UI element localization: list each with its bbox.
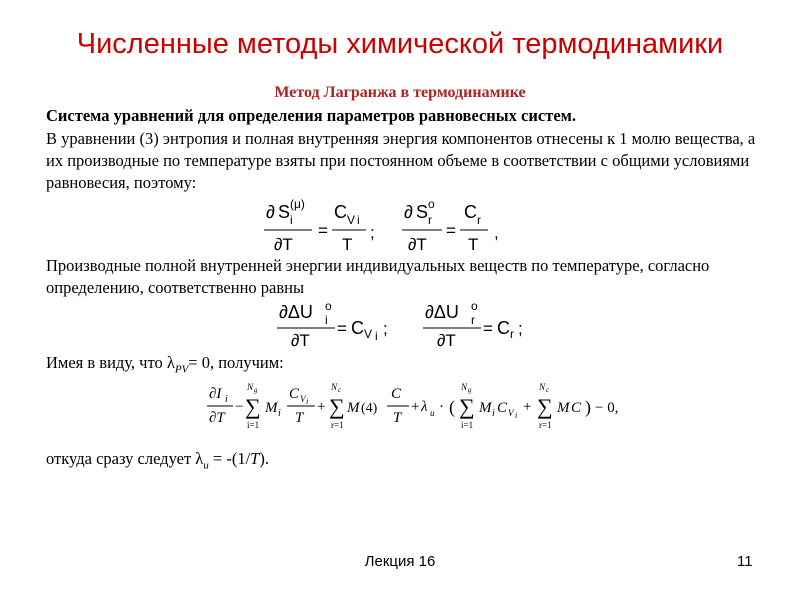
conclusion-prefix: откуда сразу следует λ <box>46 449 204 468</box>
svg-text:∂T: ∂T <box>291 331 310 350</box>
sum-r-2 <box>537 382 553 430</box>
subscript-i-4: i <box>515 411 518 420</box>
plus-sign-3: + <box>523 399 532 415</box>
subscript-V-2: V <box>508 408 514 418</box>
svg-text:∂ΔU: ∂ΔU <box>425 302 459 322</box>
symbol-lambda: λ <box>421 399 428 415</box>
symbol-C-2: C <box>497 318 510 338</box>
fraction-Cr-over-T <box>387 386 409 426</box>
svg-text:T: T <box>342 235 353 254</box>
svg-text:∑: ∑ <box>329 394 345 419</box>
footer-lecture: Лекция 16 <box>364 553 436 570</box>
equation-label-4: (4) <box>361 401 378 416</box>
paragraph-internal-energy: Производные полной внутренней энергии индивидуальных веществ по температуре, согласно определению, соответственно равны <box>46 256 710 297</box>
svg-text:i: i <box>306 397 309 406</box>
close-paren: ) <box>585 397 591 417</box>
lambda-pv-subscript: PV <box>174 363 189 376</box>
paragraph-lambda-pv <box>46 352 766 380</box>
svg-text:g: g <box>468 386 472 394</box>
svg-text:r: r <box>471 313 475 327</box>
svg-text:o: o <box>325 299 332 313</box>
comma-1: , <box>494 223 499 242</box>
svg-text:S: S <box>416 202 429 222</box>
conclusion-subscript: u <box>203 459 209 472</box>
svg-text:r: r <box>428 213 432 227</box>
open-paren: ( <box>449 397 455 417</box>
symbol-M-4: M <box>557 400 570 416</box>
svg-text:g: g <box>254 386 258 394</box>
svg-text:S: S <box>278 202 291 222</box>
fraction-dS-r-dT <box>402 197 442 254</box>
svg-text:c: c <box>338 386 342 394</box>
paragraph-conclusion <box>46 448 766 476</box>
svg-text:N: N <box>247 382 254 392</box>
svg-text:o: o <box>471 299 478 313</box>
svg-text:V: V <box>300 394 306 404</box>
svg-text:r: r <box>477 213 481 227</box>
equation-4 <box>205 378 645 439</box>
svg-text:(μ): (μ) <box>290 197 305 211</box>
slide-title: Численные методы химической термодинамики <box>76 28 724 60</box>
svg-text:T: T <box>468 235 479 254</box>
equation-entropy-derivatives <box>262 198 522 261</box>
conclusion-suffix: ). <box>259 449 269 468</box>
fraction-dS-i-dT <box>264 197 312 254</box>
slide-subtitle: Метод Лагранжа в термодинамике <box>274 84 526 101</box>
symbol-M-1: M <box>265 400 278 416</box>
fraction-dDeltaU-i-dT <box>277 299 335 350</box>
sum-i <box>245 382 261 430</box>
equals-zero: − 0, <box>595 400 619 416</box>
section-heading: Система уравнений для определения параметров равновесных систем. <box>46 106 577 125</box>
svg-text:∑: ∑ <box>537 394 553 419</box>
subscript-u: u <box>430 408 435 418</box>
svg-text:o: o <box>428 197 435 211</box>
equals-sign-1: = <box>318 221 328 240</box>
symbol-C-4: C <box>571 400 582 416</box>
lambda-pv-suffix: = 0, получим: <box>188 353 284 372</box>
equals-sign-2: = <box>446 221 456 240</box>
subscript-i-1: i <box>375 329 378 343</box>
conclusion-middle: = -(1/ <box>208 449 251 468</box>
fraction-CVi-over-T <box>287 386 315 426</box>
equals-sign-4: = <box>483 319 493 338</box>
sum-r <box>329 382 345 430</box>
subscript-i-3: i <box>492 408 495 419</box>
svg-text:C: C <box>289 386 300 402</box>
svg-text:c: c <box>546 386 550 394</box>
sum-i-2 <box>459 382 475 430</box>
svg-text:i: i <box>325 313 328 327</box>
fraction-dDeltaU-r-dT <box>423 299 481 350</box>
symbol-C-1: C <box>351 318 364 338</box>
svg-text:∂ΔU: ∂ΔU <box>279 302 313 322</box>
svg-text:∂T: ∂T <box>437 331 456 350</box>
svg-text:r=1: r=1 <box>331 420 344 430</box>
symbol-M-2: M <box>347 400 360 416</box>
svg-text:∂: ∂ <box>266 202 275 222</box>
paragraph-entropy: В уравнении (3) энтропия и полная внутренняя энергия компонентов отнесены к 1 молю вещества, а их производные по температуре взяты при постоянном объеме в соответствии с общими условиями равновесия, поэтому: <box>46 129 756 192</box>
plus-sign-1: + <box>317 399 326 415</box>
svg-text:V: V <box>347 213 356 227</box>
svg-text:∂T: ∂T <box>209 410 225 426</box>
subscript-r-1: r <box>510 327 514 341</box>
symbol-M-3: M <box>479 400 492 416</box>
svg-text:∑: ∑ <box>459 394 475 419</box>
svg-text:∂T: ∂T <box>408 235 427 254</box>
svg-text:T: T <box>393 410 402 426</box>
semicolon-3: ; <box>518 319 523 338</box>
svg-text:i: i <box>290 213 293 227</box>
symbol-C-3: C <box>497 400 508 416</box>
plus-sign-2: + <box>411 399 420 415</box>
dot-operator: · <box>439 399 444 415</box>
svg-text:N: N <box>461 382 468 392</box>
equation-internal-energy-derivatives <box>275 300 535 357</box>
minus-sign: − <box>235 399 244 415</box>
svg-text:∂T: ∂T <box>274 235 293 254</box>
equals-sign-3: = <box>337 319 347 338</box>
svg-text:C: C <box>464 202 477 222</box>
svg-text:i=1: i=1 <box>461 420 474 430</box>
svg-text:i: i <box>225 394 228 405</box>
lambda-pv-prefix: Имея в виду, что λ <box>46 353 175 372</box>
svg-text:C: C <box>334 202 347 222</box>
page-number: 11 <box>737 553 753 570</box>
svg-text:T: T <box>295 410 304 426</box>
svg-text:i=1: i=1 <box>247 420 260 430</box>
subscript-i-2: i <box>278 408 281 419</box>
svg-text:N: N <box>539 382 546 392</box>
fraction-dI-dT <box>207 386 233 426</box>
semicolon-1: ; <box>370 223 375 242</box>
semicolon-2: ; <box>383 319 388 338</box>
svg-text:∑: ∑ <box>245 394 261 419</box>
svg-text:N: N <box>331 382 338 392</box>
fraction-CV-i-over-T <box>332 202 366 254</box>
svg-text:∂: ∂ <box>404 202 413 222</box>
svg-text:r=1: r=1 <box>539 420 552 430</box>
svg-text:C: C <box>391 386 402 402</box>
fraction-C-r-over-T <box>460 202 488 254</box>
svg-text:∂I: ∂I <box>209 386 222 402</box>
svg-text:i: i <box>357 213 360 227</box>
conclusion-T: T <box>250 449 260 468</box>
subscript-V-1: V <box>364 327 373 341</box>
